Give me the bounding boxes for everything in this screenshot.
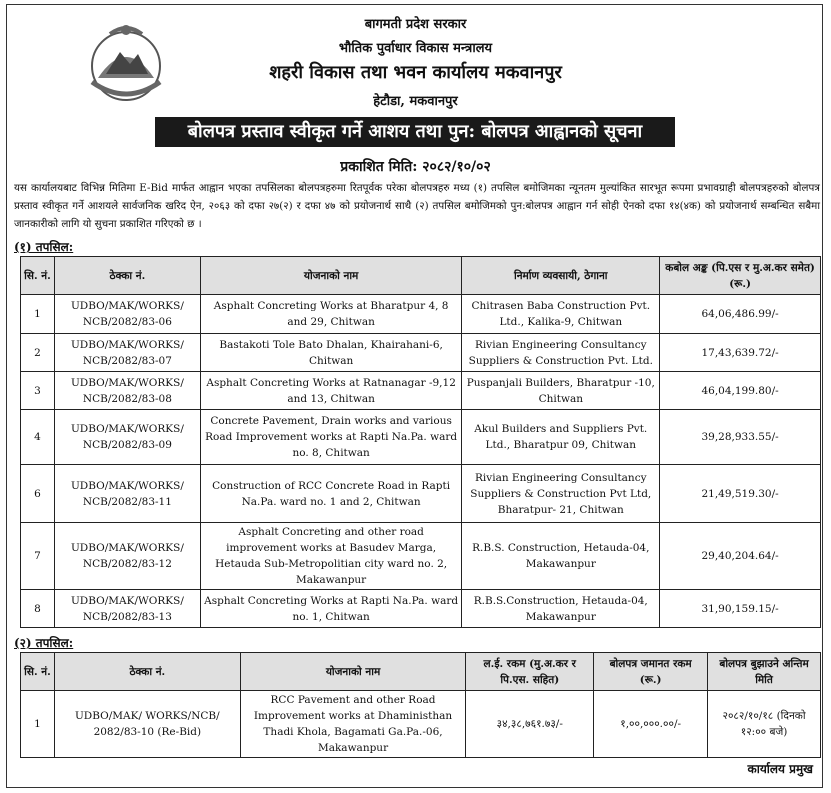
col-estimate: ल.ई. रकम (मु.अ.कर र पि.एस. सहित)	[466, 653, 594, 691]
row-contractor: Rivian Engineering Consultancy Suppliers & Construction Pvt Ltd, Bharatpur- 21, Chitwan	[462, 465, 660, 523]
row-project: Asphalt Concreting Works at Bharatpur 4, 8 and 29, Chitwan	[200, 295, 462, 334]
col-security: बोलपत्र जमानत रकम (रू.)	[594, 653, 708, 691]
row-sn: 1	[21, 691, 55, 758]
table-row	[21, 295, 821, 334]
col-amount: कबोल अङ्क (पि.एस र मु.अ.कर समेत) (रू.)	[660, 257, 821, 295]
table-row	[21, 523, 821, 590]
row-contractor: R.B.S.Construction, Hetauda-04, Makawanpur	[462, 590, 660, 628]
row-contract: UDBO/MAK/ WORKS/NCB/ 2082/83-10 (Re-Bid)	[54, 691, 240, 758]
row-estimate: ३४,३८,७६१.७३/-	[466, 691, 594, 758]
office-location: हेटौडा, मकवानपुर	[373, 94, 458, 109]
row-sn: 4	[21, 410, 55, 465]
row-contractor: Puspanjali Builders, Bharatpur -10, Chitwan	[462, 372, 660, 410]
table-row	[21, 372, 821, 410]
table-header-row	[21, 257, 821, 295]
row-sn: 8	[21, 590, 55, 628]
table-row	[21, 590, 821, 628]
col-sn: सि. नं.	[21, 653, 55, 691]
row-contractor: Chitrasen Baba Construction Pvt. Ltd., Kalika-9, Chitwan	[462, 295, 660, 334]
row-amount: 31,90,159.15/-	[660, 590, 821, 628]
table-row	[21, 410, 821, 465]
row-sn: 7	[21, 523, 55, 590]
row-contract: UDBO/MAK/WORKS/ NCB/2082/83-08	[54, 372, 200, 410]
notice-title-banner: बोलपत्र प्रस्ताव स्वीकृत गर्ने आशय तथा पुन: बोलपत्र आह्वानको सूचना	[155, 117, 675, 147]
row-contractor: Akul Builders and Suppliers Pvt. Ltd., Bharatpur 09, Chitwan	[462, 410, 660, 465]
row-project: RCC Pavement and other Road Improvement works at Dhaministhan Thadi Khola, Bagamati Ga.Pa.-06, Makawanpur	[240, 691, 466, 758]
row-project: Asphalt Concreting Works at Rapti Na.Pa. ward no. 1, Chitwan	[200, 590, 462, 628]
row-contract: UDBO/MAK/WORKS/ NCB/2082/83-12	[54, 523, 200, 590]
row-amount: 46,04,199.80/-	[660, 372, 821, 410]
table-row	[21, 465, 821, 523]
section2-title: (२) तपसिल:	[14, 636, 74, 650]
intro-paragraph: यस कार्यालयबाट विभिन्न मितिमा E-Bid मार्फत आह्वान भएका तपसिलका बोलपत्रहरुमा रितपूर्वक परेका बोलपत्रहरु मध्य (१) तपसिल बमोजिमका न्यूनतम मुल्यांकित सारभूत रूपमा प्रभावग्राही बोलपत्रहरुको बोलपत्र प्रस्ताव स्वीकृत गर्ने आशयले सार्वजनिक खरिद ऐन, २०६३ को दफा २७(२) र दफा ४७ को प्रयोजनार्थ साथै (२) तपसिल बमोजिमको पुन:बोलपत्र आह्वान गर्न सोही ऐनको दफा १४(४क) को प्रयोजनार्थ सम्बन्धित सबैमा जानकारीको लागि यो सुचना प्रकाशित गरिएको छ ।	[14, 182, 820, 230]
row-security: १,००,०००.००/-	[594, 691, 708, 758]
col-project: योजनाको नाम	[240, 653, 466, 691]
col-deadline: बोलपत्र बुझाउने अन्तिम मिति	[708, 653, 821, 691]
table-header-row	[21, 653, 821, 691]
row-contract: UDBO/MAK/WORKS/ NCB/2082/83-07	[54, 334, 200, 372]
row-sn: 3	[21, 372, 55, 410]
section1-title: (१) तपसिल:	[14, 240, 74, 254]
row-amount: 17,43,639.72/-	[660, 334, 821, 372]
rebid-table	[20, 652, 821, 758]
office-name: शहरी विकास तथा भवन कार्यालय मकवानपुर	[269, 62, 562, 83]
col-sn: सि. नं.	[21, 257, 55, 295]
row-project: Construction of RCC Concrete Road in Rapti Na.Pa. ward no. 1 and 2, Chitwan	[200, 465, 462, 523]
row-project: Asphalt Concreting Works at Ratnanagar -9,12 and 13, Chitwan	[200, 372, 462, 410]
col-contract: ठेक्का नं.	[54, 257, 200, 295]
row-project: Concrete Pavement, Drain works and various Road Improvement works at Rapti Na.Pa. ward no. 8, Chitwan	[200, 410, 462, 465]
row-project: Bastakoti Tole Bato Dhalan, Khairahani-6, Chitwan	[200, 334, 462, 372]
office-chief-signature: कार्यालय प्रमुख	[747, 762, 813, 776]
row-contract: UDBO/MAK/WORKS/ NCB/2082/83-11	[54, 465, 200, 523]
row-contractor: Rivian Engineering Consultancy Suppliers & Construction Pvt. Ltd.	[462, 334, 660, 372]
col-contractor: निर्माण व्यवसायी, ठेगाना	[462, 257, 660, 295]
row-deadline: २०८२/१०/१८ (दिनको १२:०० बजे)	[708, 691, 821, 758]
table-row	[21, 334, 821, 372]
awarded-bids-table	[20, 256, 821, 628]
row-contract: UDBO/MAK/WORKS/ NCB/2082/83-06	[54, 295, 200, 334]
publish-date: प्रकाशित मिति: २०८२/१०/०२	[340, 159, 491, 175]
table-row	[21, 691, 821, 758]
row-sn: 2	[21, 334, 55, 372]
ministry-name: भौतिक पुर्वाधार विकास मन्त्रालय	[338, 41, 493, 56]
col-contract: ठेक्का नं.	[54, 653, 240, 691]
row-amount: 29,40,204.64/-	[660, 523, 821, 590]
row-sn: 1	[21, 295, 55, 334]
row-contract: UDBO/MAK/WORKS/ NCB/2082/83-13	[54, 590, 200, 628]
row-amount: 39,28,933.55/-	[660, 410, 821, 465]
row-sn: 6	[21, 465, 55, 523]
row-contractor: R.B.S. Construction, Hetauda-04, Makawanpur	[462, 523, 660, 590]
province-government: बागमती प्रदेश सरकार	[364, 17, 467, 32]
row-amount: 21,49,519.30/-	[660, 465, 821, 523]
row-amount: 64,06,486.99/-	[660, 295, 821, 334]
row-project: Asphalt Concreting and other road improvement works at Basudev Marga, Hetauda Sub-Metropolitian city ward no. 2, Makawanpur	[200, 523, 462, 590]
col-project: योजनाको नाम	[200, 257, 462, 295]
row-contract: UDBO/MAK/WORKS/ NCB/2082/83-09	[54, 410, 200, 465]
